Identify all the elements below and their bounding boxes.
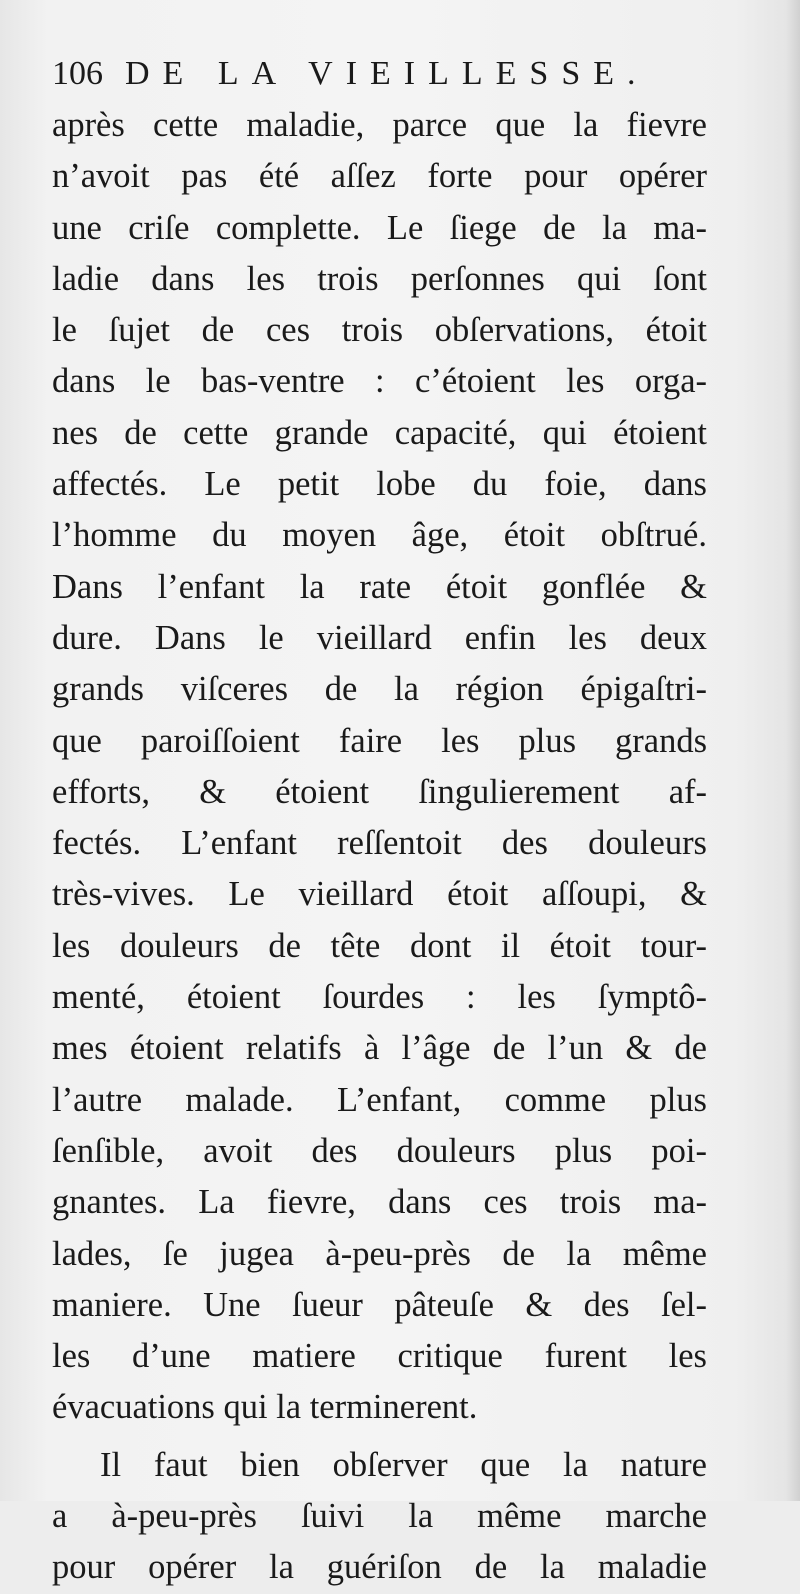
text-line: lades, ſe jugea à-peu-près de la même	[52, 1234, 707, 1273]
text-line: dans le bas-ventre : c’étoient les orga-	[52, 362, 707, 401]
text-line: les d’une matiere critique furent les	[52, 1337, 707, 1376]
paragraph-1	[52, 100, 707, 1434]
text-line: une criſe complette. Le ſiege de la ma-	[52, 208, 707, 247]
text-line: gnantes. La fievre, dans ces trois ma-	[52, 1183, 707, 1222]
text-line: dure. Dans le vieillard enfin les deux	[52, 618, 707, 657]
text-line: l’autre malade. L’enfant, comme plus	[52, 1080, 707, 1119]
text-line: Dans l’enfant la rate étoit gonflée &	[52, 567, 707, 606]
page-text-block	[52, 48, 707, 1594]
text-line: très-vives. Le vieillard étoit aſſoupi, &	[52, 875, 707, 914]
page-number: 106	[52, 55, 103, 92]
text-line: a à-peu-près ſuivi la même marche	[52, 1497, 707, 1536]
text-line: pour opérer la guériſon de la maladie	[52, 1548, 707, 1587]
text-line: grands viſceres de la région épigaſtri-	[52, 670, 707, 709]
text-line: après cette maladie, parce que la fievre	[52, 106, 707, 144]
text-line: que paroiſſoient faire les plus grands	[52, 721, 707, 760]
text-line: ſenſible, avoit des douleurs plus poi-	[52, 1131, 707, 1170]
running-title: DE LA VIEILLESSE.	[125, 55, 649, 92]
text-line: ladie dans les trois perſonnes qui ſont	[52, 259, 707, 298]
running-head	[52, 48, 707, 100]
text-line: menté, étoient ſourdes : les ſymptô-	[52, 978, 707, 1017]
text-line: n’avoit pas été aſſez forte pour opérer	[52, 157, 707, 196]
text-line: évacuations qui la terminerent.	[52, 1388, 478, 1427]
text-line: le ſujet de ces trois obſervations, étoit	[52, 311, 707, 350]
paragraph-2	[52, 1440, 707, 1594]
page-edge-shadow	[786, 0, 800, 1501]
text-line: maniere. Une ſueur pâteuſe & des ſel-	[52, 1285, 707, 1324]
text-line: efforts, & étoient ſingulierement af-	[52, 772, 707, 811]
text-line: affectés. Le petit lobe du foie, dans	[52, 465, 707, 504]
text-line: les douleurs de tête dont il étoit tour-	[52, 926, 707, 965]
text-line: l’homme du moyen âge, étoit obſtrué.	[52, 516, 707, 555]
text-line: fectés. L’enfant reſſentoit des douleurs	[52, 824, 707, 863]
text-line: mes étoient relatifs à l’âge de l’un & de	[52, 1029, 707, 1068]
text-line: nes de cette grande capacité, qui étoient	[52, 413, 707, 452]
text-line: Il faut bien obſerver que la nature	[100, 1445, 707, 1484]
